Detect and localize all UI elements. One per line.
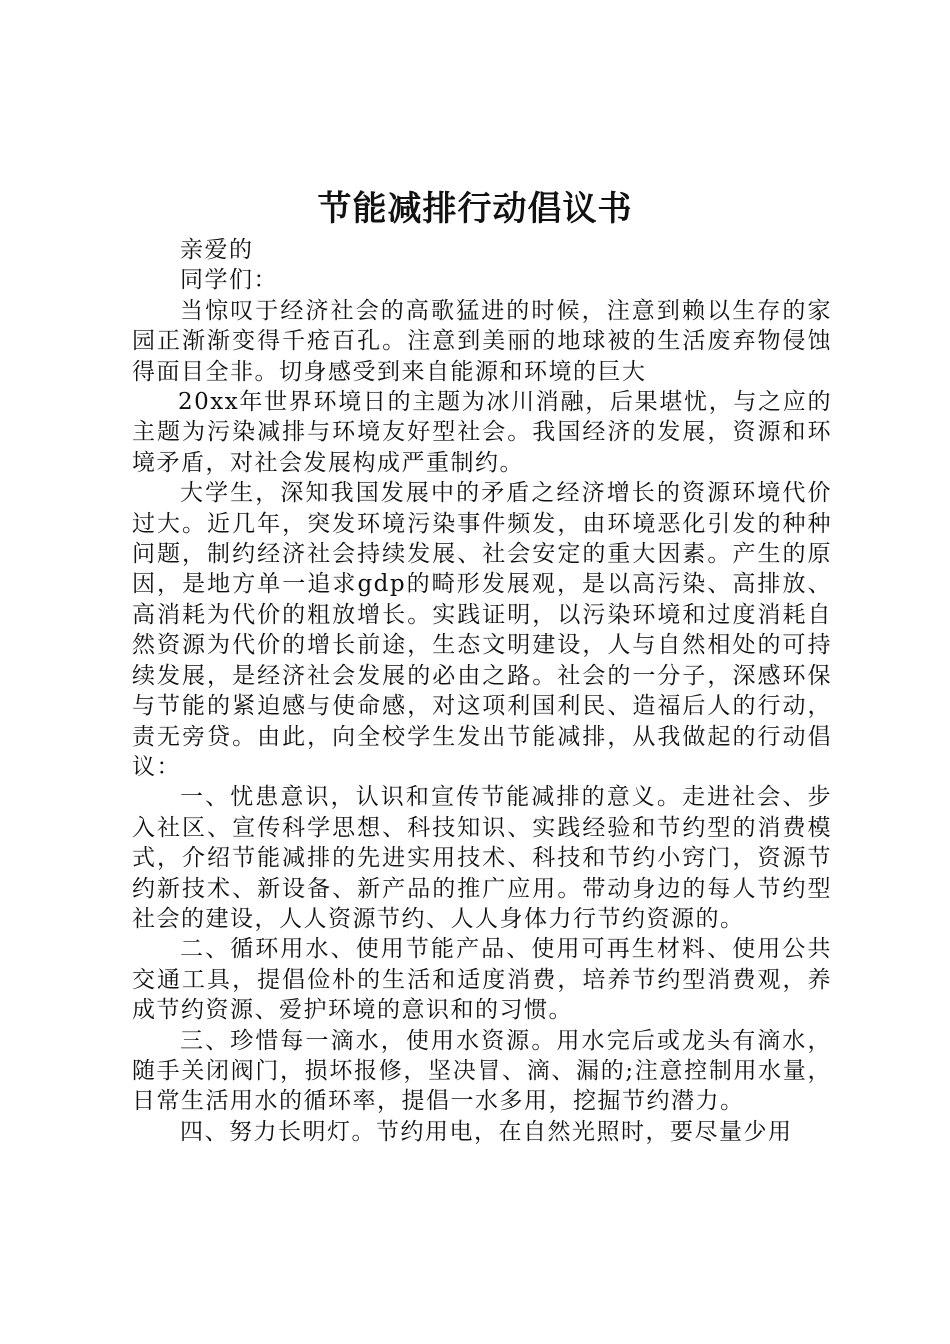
paragraph-students: 大学生，深知我国发展中的矛盾之经济增长的资源环境代价过大。近几年，突发环境污染事件频发，由环境恶化引发的种种问题，制约经济社会持续发展、社会安定的重大因素。产生的原因，是地方单一追求gdp的畸形发展观，是以高污染、高排放、高消耗为代价的粗放增长。实践证明，以污染环境和过度消耗自然资源为代价的增长前途，生态文明建设，人与自然相处的可持续发展，是经济社会发展的必由之路。社会的一分子，深感环保与节能的紧迫感与使命感，对这项利国利民、造福后人的行动，责无旁贷。由此，向全校学生发出节能减排，从我做起的行动倡议： [132,480,832,780]
paragraph-intro: 当惊叹于经济社会的高歌猛进的时候，注意到赖以生存的家园正渐渐变得千疮百孔。注意到美丽的地球被的生活废弃物侵蚀得面目全非。切身感受到来自能源和环境的巨大 [132,297,832,385]
salutation-line-1: 亲爱的 [180,237,254,263]
paragraph-item-3: 三、珍惜每一滴水，使用水资源。用水完后或龙头有滴水，随手关闭阀门，损坏报修，坚决冒、滴、漏的;注意控制用水量，日常生活用水的循环率，提倡一水多用，挖掘节约潜力。 [132,1027,832,1115]
paragraph-environment-day: 20xx年世界环境日的主题为冰川消融，后果堪忧，与之应的主题为污染减排与环境友好型社会。我国经济的发展，资源和环境矛盾，对社会发展构成严重制约。 [132,389,832,476]
paragraph-item-1: 一、忧患意识，认识和宣传节能减排的意义。走进社会、步入社区、宣传科学思想、科技知识、实践经验和节约型的消费模式，介绍节能减排的先进实用技术、科技和节约小窍门，资源节约新技术、新设备、新产品的推广应用。带动身边的每人节约型社会的建设，人人资源节约、人人身体力行节约资源的。 [132,784,832,932]
document-body [132,235,832,1147]
document-title: 节能减排行动倡议书 [317,189,633,229]
paragraph-item-4: 四、努力长明灯。节约用电，在自然光照时，要尽量少用 [180,1118,793,1145]
paragraph-item-2: 二、循环用水、使用节能产品、使用可再生材料、使用公共交通工具，提倡俭朴的生活和适度消费，培养节约型消费观，养成节约资源、爱护环境的意识和的习惯。 [132,936,832,1024]
salutation-line-2: 同学们： [180,267,278,294]
